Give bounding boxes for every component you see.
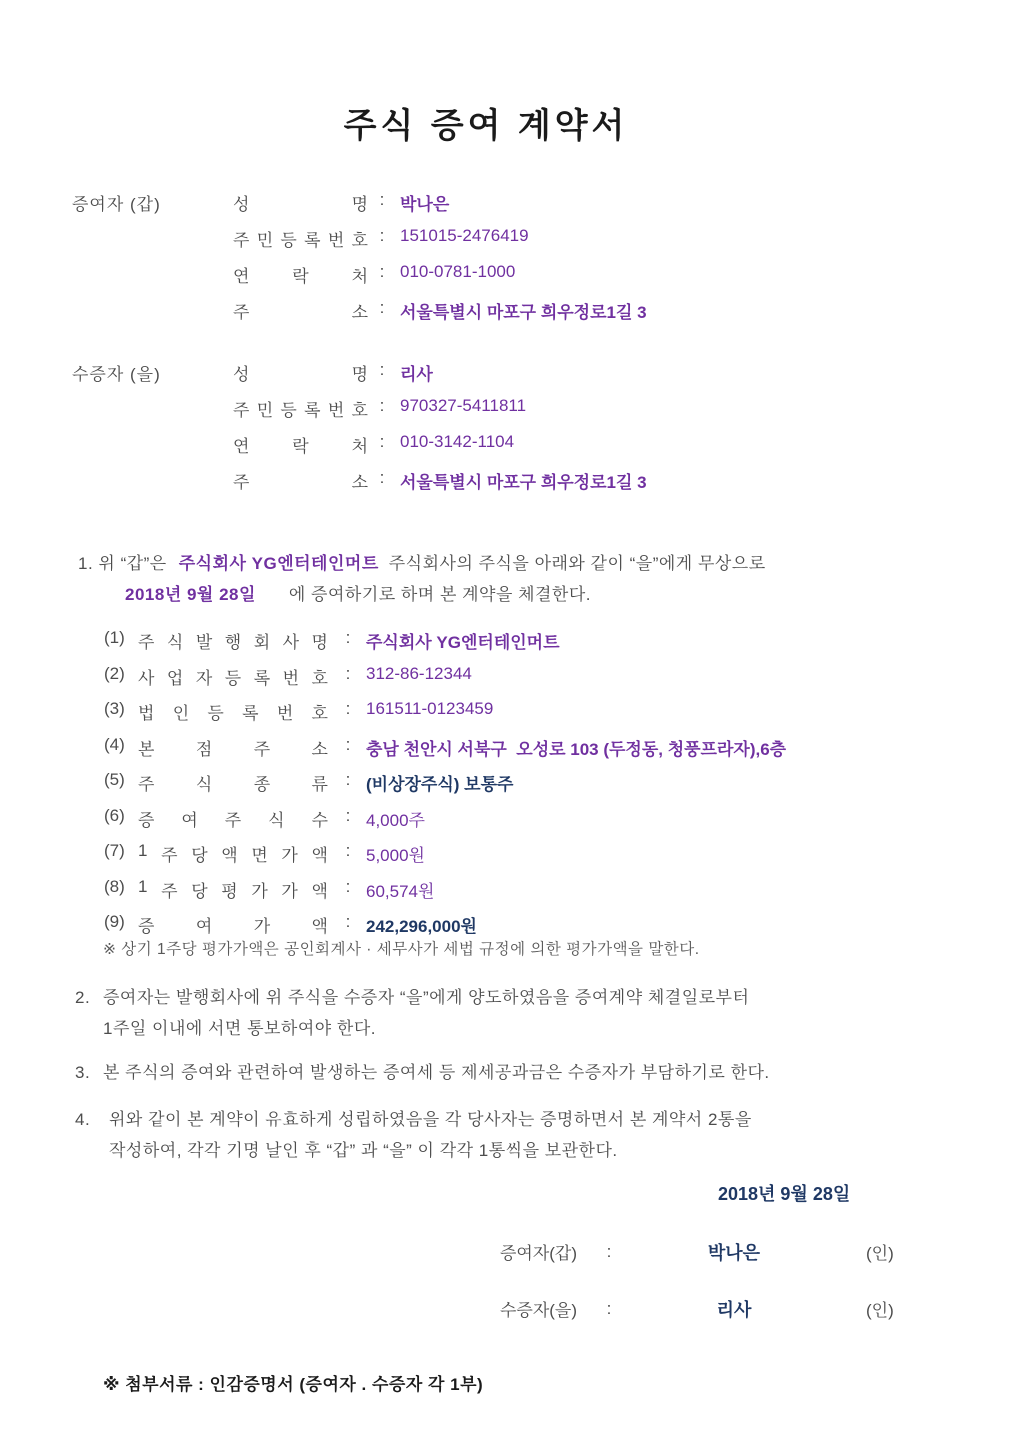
item-gift-amount-value: 242,296,000원 [366, 917, 477, 936]
clause-2 [75, 982, 749, 1044]
item-number: (6) [104, 805, 125, 825]
donee-rrn-row [72, 396, 647, 432]
gift-date: 2018년 9월 28일 [125, 585, 256, 604]
donor-name-row [72, 190, 647, 226]
closing-date: 2018년 9월 28일 [718, 1184, 851, 1204]
donor-signature-row [500, 1236, 894, 1267]
colon: : [345, 805, 351, 825]
colon: : [379, 468, 385, 487]
clause-2-text [103, 982, 749, 1044]
donee-address-value: 서울특별시 마포구 희우정로1길 3 [400, 473, 647, 492]
item-label: 법 인 등 록 번 호 [138, 704, 328, 723]
colon: : [379, 396, 385, 415]
donor-rrn-row [72, 226, 647, 262]
attachment-note: ※ 첨부서류 : 인감증명서 (증여자 . 수증자 각 1부) [103, 1375, 484, 1394]
donor-address-value: 서울특별시 마포구 희우정로1길 3 [400, 303, 647, 322]
clause-1 [78, 548, 766, 610]
item-hq-address-row [104, 735, 786, 771]
clause-4-number: 4. [75, 1110, 91, 1129]
item-share-count-value: 4,000주 [366, 810, 425, 830]
donee-signature-row [500, 1293, 894, 1324]
document-title: 주식 증여 계약서 [343, 107, 629, 145]
item-share-count-row [104, 806, 786, 842]
field-label-contact: 연 락 처 [233, 437, 368, 456]
field-label-address: 주 소 [233, 303, 368, 322]
colon: : [345, 876, 351, 896]
clause-3 [75, 1057, 770, 1088]
item-label: 증 여 가 액 [138, 917, 328, 936]
item-number: (5) [104, 770, 125, 789]
field-label-address: 주 소 [233, 473, 368, 492]
clause-4-line-2: 작성하여, 각각 기명 날인 후 “갑” 과 “을” 이 각각 1통씩을 보관한다. [109, 1141, 618, 1160]
donor-role-label: 증여자 (갑) [72, 195, 161, 214]
colon: : [379, 298, 385, 317]
donee-contact-row [72, 432, 647, 468]
clause-3-line-1: 본 주식의 증여와 관련하여 발생하는 증여세 등 제세공과금은 수증자가 부담하기로 한다. [103, 1063, 770, 1082]
colon: : [379, 432, 385, 451]
colon: : [606, 1298, 612, 1318]
donor-rrn-value: 151015-2476419 [400, 226, 529, 245]
item-number: (1) [104, 628, 125, 647]
item-label: 1 주 당 평 가 가 액 [138, 876, 328, 901]
field-label-name: 성 명 [233, 195, 368, 214]
field-label-contact: 연 락 처 [233, 267, 368, 286]
clause-2-line-2: 1주일 이내에 서면 통보하여야 한다. [103, 1019, 376, 1038]
donee-signature-role: 수증자(을) [500, 1301, 578, 1320]
field-label-rrn: 주 민 등 록 번 호 [233, 401, 368, 420]
item-number: (9) [104, 912, 125, 931]
colon: : [345, 912, 351, 931]
donor-contact-value: 010-0781-1000 [400, 262, 516, 281]
signature-section [500, 1236, 894, 1350]
item-number: (3) [104, 699, 125, 718]
field-label-name: 성 명 [233, 365, 368, 384]
colon: : [345, 663, 351, 683]
colon: : [379, 262, 385, 281]
item-business-no-value: 312-86-12344 [366, 663, 472, 683]
item-label: 주 식 종 류 [138, 775, 328, 794]
donee-name-value: 리사 [400, 365, 433, 384]
donee-rrn-value: 970327-5411811 [400, 396, 527, 415]
donee-role-label: 수증자 (을) [72, 365, 161, 384]
item-label: 증 여 주 식 수 [138, 810, 328, 830]
item-share-type-value: (비상장주식) 보통주 [366, 775, 514, 794]
colon: : [345, 628, 351, 647]
company-name: 주식회사 YG엔터테인머트 [178, 554, 379, 573]
item-number: (8) [104, 876, 125, 896]
clause-4-line-1: 위와 같이 본 계약이 유효하게 성립하였음을 각 당사자는 증명하면서 본 계약서 2통을 [109, 1110, 752, 1129]
clause-1-pre-text: 위 “갑”은 [98, 554, 167, 573]
item-label: 1 주 당 액 면 가 액 [138, 841, 328, 865]
donor-seal-mark: (인) [866, 1244, 894, 1263]
donee-section [72, 360, 647, 504]
item-share-type-row [104, 770, 786, 806]
item-label: 주 식 발 행 회 사 명 [138, 633, 328, 652]
donor-signature-role: 증여자(갑) [500, 1244, 578, 1263]
item-issuer-value: 주식회사 YG엔터테인머트 [366, 633, 560, 652]
colon: : [345, 699, 351, 718]
item-par-value-value: 5,000원 [366, 846, 425, 865]
item-hq-address-value: 충남 천안시 서북구 오성로 103 (두정동, 청풍프라자),6층 [366, 739, 787, 759]
item-business-no-row [104, 664, 786, 700]
item-par-value-row [104, 841, 786, 877]
clause-4 [75, 1104, 752, 1166]
clause-3-number: 3. [75, 1063, 91, 1082]
donor-address-row [72, 298, 647, 334]
item-corp-no-row [104, 699, 786, 735]
item-label: 사 업 자 등 록 번 호 [138, 668, 328, 688]
donee-name-row [72, 360, 647, 396]
donee-contact-value: 010-3142-1104 [400, 432, 515, 451]
item-appraised-value-value: 60,574원 [366, 881, 435, 901]
clause-2-number: 2. [75, 988, 91, 1007]
item-appraised-value-row [104, 877, 786, 913]
colon: : [379, 190, 385, 209]
item-number: (2) [104, 663, 125, 683]
clause-1-rest-text: 에 증여하기로 하며 본 계약을 체결한다. [288, 585, 591, 604]
donor-contact-row [72, 262, 647, 298]
colon: : [345, 841, 351, 860]
donee-seal-mark: (인) [866, 1301, 894, 1320]
clause-1-post-text: 주식회사의 주식을 아래와 같이 “을”에게 무상으로 [388, 554, 766, 573]
colon: : [345, 770, 351, 789]
clause-1-number: 1. [78, 554, 94, 573]
valuation-note: ※ 상기 1주당 평가가액은 공인회계사 · 세무사가 세법 규정에 의한 평가가액을 말한다. [103, 941, 700, 958]
donor-name-value: 박나은 [400, 195, 450, 214]
item-label: 본 점 주 소 [138, 739, 328, 759]
donee-address-row [72, 468, 647, 504]
item-corp-no-value: 161511-0123459 [366, 699, 494, 718]
clause-2-line-1: 증여자는 발행회사에 위 주식을 수증자 “을”에게 양도하였음을 증여계약 체결일로부터 [103, 988, 750, 1007]
field-label-rrn: 주 민 등 록 번 호 [233, 231, 368, 250]
clause-1-line-2 [78, 579, 766, 610]
colon: : [379, 360, 385, 379]
donor-signature-name: 박나은 [707, 1242, 761, 1263]
item-number: (4) [104, 734, 125, 754]
item-issuer-row [104, 628, 786, 664]
clause-4-text [109, 1104, 752, 1166]
item-number: (7) [104, 841, 125, 860]
share-details-list [104, 628, 786, 948]
colon: : [606, 1241, 612, 1261]
colon: : [345, 734, 351, 754]
donee-signature-name: 리사 [716, 1299, 752, 1320]
colon: : [379, 226, 385, 245]
clause-3-text [103, 1057, 770, 1088]
clause-1-line-1 [78, 548, 766, 579]
donor-section [72, 190, 647, 334]
